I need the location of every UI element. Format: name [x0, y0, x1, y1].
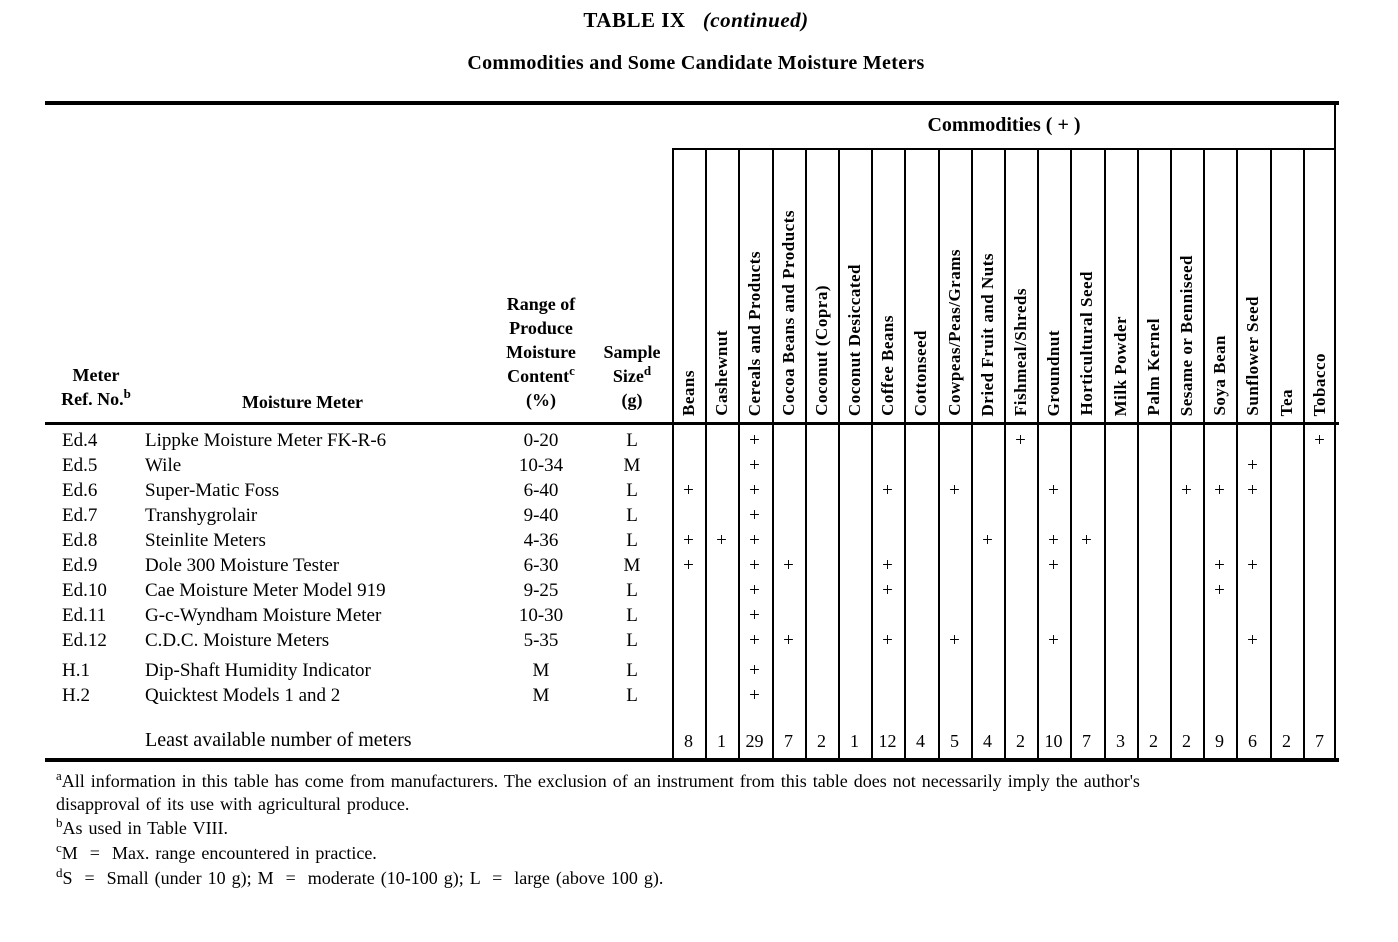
commodity-column-header	[1204, 151, 1236, 416]
meter-name: Lippke Moisture Meter FK-R-6	[145, 430, 387, 451]
commodity-column-label: Coconut Desiccated	[845, 263, 865, 416]
plus-mark: +	[1214, 580, 1225, 601]
sample-size-header	[594, 340, 670, 412]
plus-mark: +	[683, 555, 694, 576]
meter-range: 9-40	[523, 505, 559, 526]
commodity-column-label: Fishmeal/Shreds	[1011, 287, 1031, 416]
plus-mark: +	[783, 630, 794, 651]
table-title-main: TABLE IX	[583, 8, 686, 32]
plus-mark: +	[783, 555, 794, 576]
plus-mark: +	[882, 580, 893, 601]
plus-mark: +	[749, 505, 760, 526]
summary-value: 6	[1248, 731, 1257, 751]
plus-mark: +	[749, 630, 760, 651]
range-footnote-mark: c	[569, 363, 575, 378]
commodity-column-header	[1005, 151, 1037, 416]
meter-range: 10-34	[518, 455, 564, 476]
meter-ref: Ed.11	[62, 605, 107, 626]
commodity-column-header	[1071, 151, 1103, 416]
footnote-text: As used in Table VIII.	[62, 818, 229, 838]
meter-ref: Ed.12	[62, 630, 107, 651]
meter-name: Steinlite Meters	[145, 530, 266, 551]
plus-mark: +	[982, 530, 993, 551]
meter-sample-size: L	[626, 505, 638, 526]
plus-mark: +	[749, 605, 760, 626]
meter-ref-header-line1: Meter	[72, 365, 120, 385]
plus-mark: +	[882, 555, 893, 576]
footnote	[56, 867, 1348, 890]
range-header-line: Range of	[506, 294, 576, 314]
commodity-column-label: Cereals and Products	[745, 250, 765, 416]
summary-value: 10	[1044, 731, 1063, 751]
summary-value: 9	[1215, 731, 1224, 751]
meter-name: Dole 300 Moisture Tester	[145, 555, 340, 576]
plus-mark: +	[1048, 630, 1059, 651]
meter-ref: H.1	[62, 660, 90, 681]
meter-sample-size: L	[626, 430, 638, 451]
commodity-column-header	[872, 151, 904, 416]
meter-range: 9-25	[523, 580, 559, 601]
commodity-column-header	[1105, 151, 1137, 416]
plus-mark: +	[683, 480, 694, 501]
plus-mark: +	[1247, 480, 1258, 501]
plus-mark: +	[749, 455, 760, 476]
footnote-mark: a	[56, 768, 62, 783]
commodity-column-header	[939, 151, 971, 416]
commodity-column-header	[1171, 151, 1203, 416]
range-header	[494, 292, 588, 412]
commodity-column-label: Coconut (Copra)	[811, 285, 831, 416]
meter-range: 6-30	[523, 555, 559, 576]
meter-ref-header	[48, 363, 144, 411]
commodity-column-label: Milk Powder	[1110, 315, 1130, 416]
meter-name: C.D.C. Moisture Meters	[145, 630, 330, 651]
commodity-column-header	[1138, 151, 1170, 416]
meter-range: M	[532, 685, 550, 706]
meter-sample-size: L	[626, 685, 638, 706]
summary-value: 5	[950, 731, 959, 751]
plus-mark: +	[882, 480, 893, 501]
meter-sample-size: M	[623, 555, 641, 576]
commodity-column-header	[1038, 151, 1070, 416]
plus-mark: +	[1048, 530, 1059, 551]
summary-value: 2	[1282, 731, 1291, 751]
summary-value: 2	[1182, 731, 1191, 751]
commodity-column-label: Tea	[1276, 388, 1296, 416]
meter-ref: H.2	[62, 685, 90, 706]
sample-footnote-mark: d	[643, 363, 652, 378]
plus-mark: +	[1181, 480, 1192, 501]
commodity-column-label: Cocoa Beans and Products	[778, 210, 798, 416]
meter-ref-footnote-mark: b	[123, 386, 131, 401]
commodity-column-header	[1304, 151, 1336, 416]
commodity-column-header	[739, 151, 771, 416]
summary-value: 2	[817, 731, 826, 751]
plus-mark: +	[949, 480, 960, 501]
commodity-column-label: Palm Kernel	[1143, 318, 1163, 416]
summary-value: 2	[1016, 731, 1025, 751]
table-title-suffix: (continued)	[702, 8, 809, 32]
commodity-column-header	[1237, 151, 1269, 416]
plus-mark: +	[949, 630, 960, 651]
header-separator-rule	[45, 422, 1339, 425]
plus-mark: +	[716, 530, 727, 551]
meter-range: M	[532, 660, 550, 681]
meter-sample-size: L	[626, 660, 638, 681]
commodity-column-label: Cashewnut	[712, 330, 732, 416]
summary-value: 3	[1116, 731, 1125, 751]
commodity-column-header	[706, 151, 738, 416]
summary-value: 1	[717, 731, 726, 751]
footnote	[56, 842, 1348, 865]
summary-value: 7	[784, 731, 793, 751]
range-header-line: Produce	[509, 318, 573, 338]
meter-range: 0-20	[523, 430, 559, 451]
meter-ref: Ed.5	[62, 455, 98, 476]
summary-value: 7	[1082, 731, 1091, 751]
summary-value: 29	[745, 731, 764, 751]
commodity-column-label: Beans	[679, 370, 699, 416]
summary-row-label: Least available number of meters	[145, 729, 412, 751]
meter-name: Wile	[145, 455, 182, 476]
plus-mark: +	[683, 530, 694, 551]
footnote-mark: d	[56, 865, 63, 880]
meter-range: 5-35	[523, 630, 559, 651]
table-title	[0, 8, 1392, 33]
commodity-column-label: Coffee Beans	[878, 315, 898, 416]
plus-mark: +	[1081, 530, 1092, 551]
commodity-column-label: Cottonseed	[911, 329, 931, 416]
moisture-meter-header: Moisture Meter	[241, 392, 364, 412]
meter-name: Dip-Shaft Humidity Indicator	[145, 660, 371, 681]
meter-range: 6-40	[523, 480, 559, 501]
commodity-column-label: Tobacco	[1309, 352, 1329, 416]
summary-value: 7	[1315, 731, 1324, 751]
bottom-rule	[45, 758, 1339, 762]
plus-mark: +	[1214, 480, 1225, 501]
footnote-text: All information in this table has come from manufacturers. The exclusion of an instrument from this table does not necessarily imply the author's	[61, 771, 1140, 791]
commodity-column-label: Horticultural Seed	[1077, 271, 1097, 416]
commodity-column-label: Dried Fruit and Nuts	[977, 252, 997, 416]
meter-ref: Ed.9	[62, 555, 98, 576]
meter-name: Quicktest Models 1 and 2	[145, 685, 341, 706]
footnote	[56, 770, 1348, 816]
summary-value: 2	[1149, 731, 1158, 751]
commodity-column-header	[773, 151, 805, 416]
plus-mark: +	[1048, 555, 1059, 576]
plus-mark: +	[749, 660, 760, 681]
summary-value: 8	[684, 731, 693, 751]
footnote-mark: c	[56, 840, 62, 855]
plus-mark: +	[749, 530, 760, 551]
footnote-text-continuation: disapproval of its use with agricultural produce.	[56, 794, 410, 814]
sample-header-line: Sample	[603, 342, 661, 362]
commodity-column-header	[1271, 151, 1303, 416]
meter-name: Cae Moisture Meter Model 919	[145, 580, 386, 601]
meter-sample-size: L	[626, 630, 638, 651]
summary-value: 12	[878, 731, 897, 751]
commodity-column-header	[839, 151, 871, 416]
commodity-column-header	[806, 151, 838, 416]
commodity-column-header	[905, 151, 937, 416]
commodity-column-label: Sesame or Benniseed	[1177, 254, 1197, 416]
plus-mark: +	[1247, 555, 1258, 576]
summary-value: 4	[916, 731, 925, 751]
grid-top-border	[672, 148, 1336, 150]
range-header-unit: (%)	[526, 390, 556, 410]
sample-header-unit: (g)	[621, 390, 643, 410]
commodity-column-header	[972, 151, 1004, 416]
summary-value: 4	[983, 731, 992, 751]
footnote-text: S = Small (under 10 g); M = moderate (10-100 g); L = large (above 100 g).	[62, 868, 664, 888]
meter-sample-size: L	[626, 530, 638, 551]
footnote	[56, 817, 1348, 840]
plus-mark: +	[749, 480, 760, 501]
plus-mark: +	[1247, 455, 1258, 476]
plus-mark: +	[749, 685, 760, 706]
range-header-line: Moisture	[506, 342, 576, 362]
meter-range: 10-30	[518, 605, 564, 626]
plus-mark: +	[749, 430, 760, 451]
meter-name: Super-Matic Foss	[145, 480, 280, 501]
footnote-mark: b	[56, 815, 63, 830]
meter-ref: Ed.4	[62, 430, 98, 451]
commodity-column-label: Soya Bean	[1210, 335, 1230, 416]
meter-ref-header-line2: Ref. No.$^b$	[61, 386, 131, 409]
commodity-column-label: Sunflower Seed	[1243, 296, 1263, 416]
commodities-band-header: Commodities ( + )	[927, 114, 1081, 136]
plus-mark: +	[1048, 480, 1059, 501]
plus-mark: +	[1247, 630, 1258, 651]
plus-mark: +	[882, 630, 893, 651]
plus-mark: +	[1214, 555, 1225, 576]
meter-name: G-c-Wyndham Moisture Meter	[145, 605, 382, 626]
table-subtitle: Commodities and Some Candidate Moisture Meters	[467, 52, 925, 74]
meter-ref: Ed.8	[62, 530, 98, 551]
commodity-column-header	[673, 151, 705, 416]
meter-ref: Ed.6	[62, 480, 98, 501]
sample-header-line: Size$^d$	[612, 363, 652, 386]
plus-mark: +	[1015, 430, 1026, 451]
meter-name: Transhygrolair	[145, 505, 258, 526]
meter-ref: Ed.10	[62, 580, 107, 601]
meter-ref: Ed.7	[62, 505, 98, 526]
range-header-line: Content$^c$	[507, 363, 575, 386]
commodity-column-label: Groundnut	[1044, 329, 1064, 416]
meter-sample-size: L	[626, 580, 638, 601]
footnote-text: M = Max. range encountered in practice.	[61, 843, 377, 863]
summary-value: 1	[850, 731, 859, 751]
meter-sample-size: M	[623, 455, 641, 476]
commodity-column-label: Cowpeas/Peas/Grams	[944, 249, 964, 416]
meter-range: 4-36	[523, 530, 559, 551]
meter-sample-size: L	[626, 605, 638, 626]
top-rule	[45, 101, 1339, 105]
meter-sample-size: L	[626, 480, 638, 501]
plus-mark: +	[749, 555, 760, 576]
plus-mark: +	[1314, 430, 1325, 451]
plus-mark: +	[749, 580, 760, 601]
